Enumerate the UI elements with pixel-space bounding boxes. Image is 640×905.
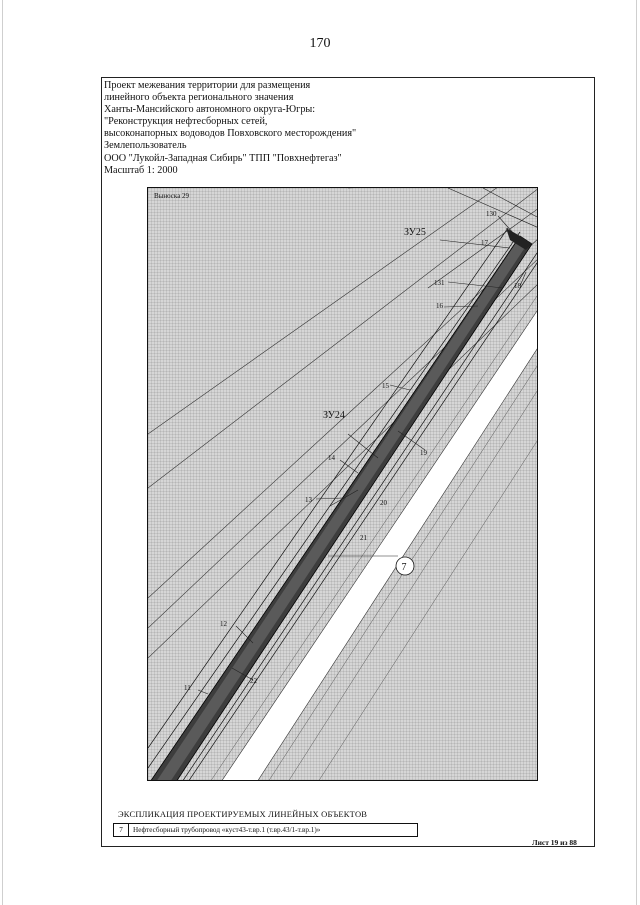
point-label: 131 [434, 279, 445, 287]
header-line: ООО "Лукойл-Западная Сибирь" ТПП "Повхнефтегаз" [104, 152, 342, 164]
point-label: 17 [481, 239, 488, 247]
parcel-band-inner [156, 240, 526, 781]
point-label: 22 [250, 677, 257, 685]
leader-lines [198, 216, 526, 694]
point-label: 20 [380, 499, 387, 507]
map-drawing [148, 188, 538, 781]
scan-edge-left [2, 0, 3, 905]
survey-map [147, 187, 538, 781]
header-line: Проект межевания территории для размещения [104, 80, 311, 91]
point-label: 14 [328, 454, 335, 462]
point-label: 18 [514, 282, 521, 290]
object-marker [396, 557, 414, 575]
point-label: 130 [486, 210, 497, 218]
header-line: Масштаб 1: 2000 [104, 164, 178, 176]
inset-title: Выноска 29 [154, 192, 190, 200]
point-label: 16 [436, 302, 443, 310]
sheet-number: Лист 19 из 88 [532, 838, 577, 847]
header-line: линейного объекта регионального значения [104, 92, 294, 104]
point-label: 11 [184, 684, 191, 692]
object-marker-label: 7 [401, 562, 407, 573]
scan-edge-right [636, 0, 637, 905]
header-line: высоконапорных водоводов Повховского месторождения" [104, 128, 357, 140]
parcel-label-zu25: ЗУ25 [404, 227, 426, 238]
header-line: Землепользователь [104, 140, 187, 152]
white-corridor [221, 308, 538, 781]
point-label: 21 [360, 534, 367, 542]
point-label: 19 [420, 449, 427, 457]
document-header [104, 80, 524, 177]
legend-table [113, 823, 418, 837]
point-label: 13 [305, 496, 312, 504]
legend-row-number: 7 [114, 824, 129, 836]
corridor-edge-lines [210, 293, 538, 781]
point-label: 12 [220, 620, 227, 628]
header-line: "Реконструкция нефтесборных сетей, [104, 116, 268, 128]
parcel-label-zu24: ЗУ24 [323, 410, 345, 421]
explication-title: ЭКСПЛИКАЦИЯ ПРОЕКТИРУЕМЫХ ЛИНЕЙНЫХ ОБЪЕКТОВ [118, 809, 368, 819]
page-number: 170 [309, 36, 331, 51]
header-line: Ханты-Мансийского автономного округа-Югры: [104, 104, 316, 116]
point-label: 15 [382, 382, 389, 390]
legend-row-description: Нефтесборный трубопровод «куст43-т.вр.1 (т.вр.43/1-т.вр.1)» [133, 826, 321, 834]
